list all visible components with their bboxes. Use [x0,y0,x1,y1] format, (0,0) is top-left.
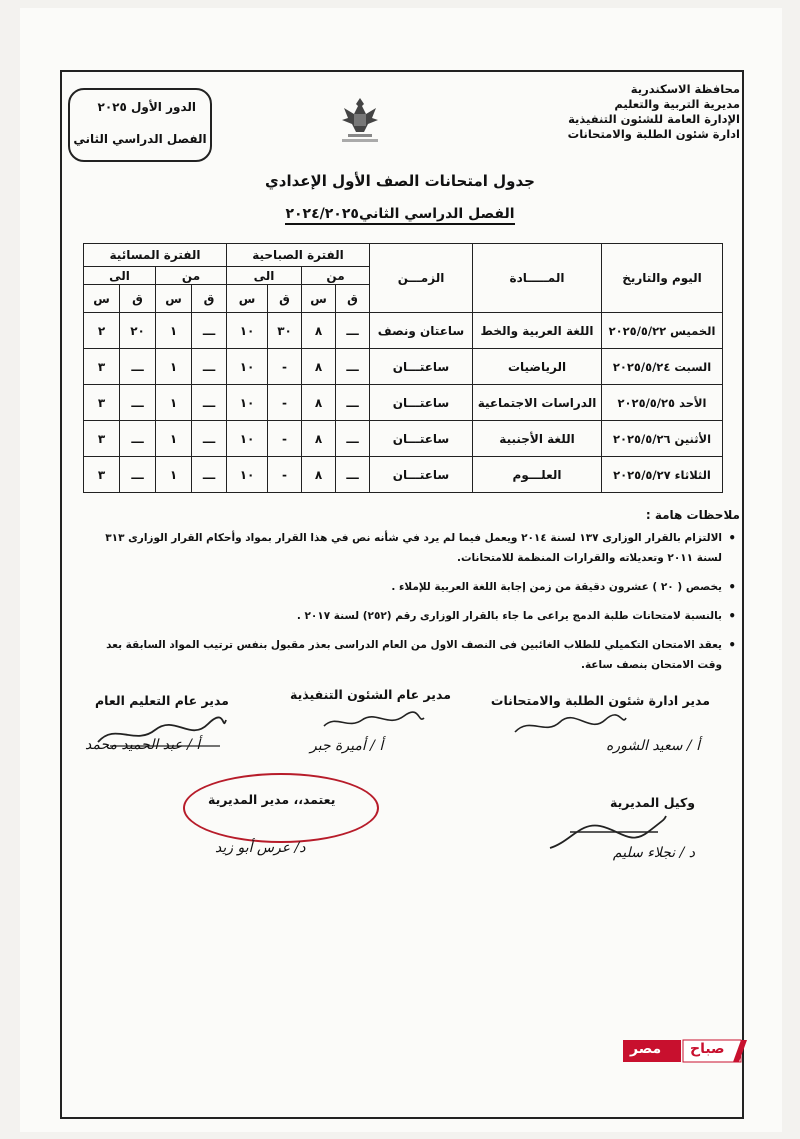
exam-round: الدور الأول ٢٠٢٥ [97,100,196,114]
cell-evening-to-minute: ـــ [120,421,156,457]
cell-morning-to-minute: - [268,457,302,493]
cell-morning-from-hour: ٨ [302,385,336,421]
cell-day: السبت ٢٠٢٥/٥/٢٤ [602,349,723,385]
cell-duration: ساعتـــان [370,457,473,493]
cell-morning-to-hour: ١٠ [227,385,268,421]
approval-title: يعتمد،، مدير المديرية [208,792,336,807]
cell-subject: اللغة الأجنبية [473,421,602,457]
cell-morning-from-hour: ٨ [302,421,336,457]
cell-evening-to-minute: ـــ [120,457,156,493]
cell-duration: ساعتـــان [370,349,473,385]
approval-stamp [183,773,379,843]
header-hour: س [227,285,268,313]
header-line: ادارة شئون الطلبة والامتحانات [567,127,740,141]
table-row [84,385,723,421]
header-hour: س [302,285,336,313]
note-item: • الالتزام بالقرار الوزارى ١٣٧ لسنة ٢٠١٤ ويعمل فيما لم يرد في شأنه نص في هذا القرار بمواد وأحكام القرار الوزارى ٣١٣ لسنة ٢٠١١ وتعديلاته والقرارات المنظمة للامتحانات. [80,528,722,568]
cell-evening-to-minute: ـــ [120,385,156,421]
cell-day: الأحد ٢٠٢٥/٥/٢٥ [602,385,723,421]
cell-morning-from-hour: ٨ [302,457,336,493]
cell-duration: ساعتـــان [370,385,473,421]
cell-evening-to-hour: ٣ [84,349,120,385]
general-education-title: مدير عام التعليم العام [95,693,229,708]
cell-morning-to-hour: ١٠ [227,349,268,385]
cell-duration: ساعتـــان [370,421,473,457]
note-item: • يعقد الامتحان التكميلي للطلاب الغائبين فى النصف الاول من العام الدراسى بعذر مقبول بنفس ترتيب المواد السابقة بعد وقت الامتحان بنصف ساعة. [80,635,722,675]
header-evening: الفترة المسائية [84,244,227,267]
exec-affairs-title: مدير عام الشئون التنفيذية [290,687,451,702]
cell-evening-from-hour: ١ [156,385,192,421]
exec-affairs-name: أ / أميرة جبر [310,738,384,754]
header-authority [540,82,740,142]
cell-evening-from-hour: ١ [156,349,192,385]
table-row [84,457,723,493]
deputy-title: وكيل المديرية [610,795,695,810]
cell-morning-to-hour: ١٠ [227,457,268,493]
cell-evening-from-minute: ـــ [192,313,227,349]
cell-morning-from-minute: ـــ [336,349,370,385]
header-hour: س [156,285,192,313]
table-row [84,313,723,349]
cell-morning-from-minute: ـــ [336,457,370,493]
header-minute: ق [192,285,227,313]
cell-morning-from-hour: ٨ [302,349,336,385]
header-evening-to: الى [84,267,156,285]
eagle-emblem-icon [330,92,390,144]
header-evening-from: من [156,267,227,285]
header-subject: المـــــادة [473,244,602,313]
cell-morning-from-minute: ـــ [336,421,370,457]
header-line: محافظة الاسكندرية [630,82,740,96]
cell-morning-to-hour: ١٠ [227,313,268,349]
header-duration: الزمـــن [370,244,473,313]
cell-day: الأثنين ٢٠٢٥/٥/٢٦ [602,421,723,457]
exam-schedule-table [83,243,723,493]
watermark-right: صباح [690,1041,725,1057]
watermark-left: مصر [630,1041,662,1057]
cell-evening-from-minute: ـــ [192,349,227,385]
cell-evening-to-minute: ٢٠ [120,313,156,349]
page-title: جدول امتحانات الصف الأول الإعدادي [265,172,535,190]
cell-subject: الرياضيات [473,349,602,385]
signature-scribble-icon [318,708,428,736]
general-education-name: أ / عبد الحميد محمد [85,737,201,753]
cell-subject: اللغة العربية والخط [473,313,602,349]
header-minute: ق [268,285,302,313]
director-name: د/ عرس أبو زيد [215,840,306,856]
cell-evening-to-hour: ٣ [84,457,120,493]
cell-day: الثلاثاء ٢٠٢٥/٥/٢٧ [602,457,723,493]
cell-morning-to-minute: - [268,385,302,421]
cell-morning-from-minute: ـــ [336,385,370,421]
header-minute: ق [336,285,370,313]
cell-morning-to-hour: ١٠ [227,421,268,457]
cell-evening-from-minute: ـــ [192,385,227,421]
cell-evening-from-hour: ١ [156,421,192,457]
students-affairs-name: أ / سعيد الشوره [606,738,700,754]
header-hour: س [84,285,120,313]
cell-evening-to-minute: ـــ [120,349,156,385]
cell-evening-to-hour: ٢ [84,313,120,349]
cell-morning-to-minute: - [268,349,302,385]
notes-section [80,508,740,684]
signature-scribble-icon [510,712,630,740]
subtitle-text: الفصل الدراسي الثاني٢٠٢٤/٢٠٢٥ [285,206,514,225]
deputy-name: د / نجلاء سليم [612,845,695,861]
cell-morning-to-minute: - [268,421,302,457]
cell-morning-from-hour: ٨ [302,313,336,349]
cell-evening-from-minute: ـــ [192,421,227,457]
cell-duration: ساعتان ونصف [370,313,473,349]
header-morning-from: من [302,267,370,285]
header-morning: الفترة الصباحية [227,244,370,267]
cell-subject: العلـــوم [473,457,602,493]
students-affairs-title: مدير ادارة شئون الطلبة والامتحانات [490,693,710,708]
cell-evening-from-hour: ١ [156,457,192,493]
table-row [84,349,723,385]
cell-evening-from-minute: ـــ [192,457,227,493]
cell-evening-from-hour: ١ [156,313,192,349]
cell-day: الخميس ٢٠٢٥/٥/٢٢ [602,313,723,349]
header-minute: ق [120,285,156,313]
exam-term: الفصل الدراسي الثاني [73,132,207,146]
cell-subject: الدراسات الاجتماعية [473,385,602,421]
cell-evening-to-hour: ٣ [84,385,120,421]
cell-evening-to-hour: ٣ [84,421,120,457]
notes-heading: ملاحظات هامة : [645,508,740,522]
note-item: • بالنسبة لامتحانات طلبة الدمج يراعى ما جاء بالقرار الوزارى رقم (٢٥٢) لسنة ٢٠١٧ . [80,606,722,626]
cell-morning-to-minute: ٣٠ [268,313,302,349]
page-subtitle [0,206,800,222]
header-line: مديرية التربية والتعليم [614,97,740,111]
header-morning-to: الى [227,267,302,285]
table-row [84,421,723,457]
header-line: الإدارة العامة للشئون التنفيذية [568,112,740,126]
header-day: اليوم والتاريخ [602,244,723,313]
note-item: • يخصص ( ٢٠ ) عشرون دقيقة من زمن إجابة اللغة العربية للإملاء . [80,577,722,597]
cell-morning-from-minute: ـــ [336,313,370,349]
exam-round-box [68,88,212,162]
